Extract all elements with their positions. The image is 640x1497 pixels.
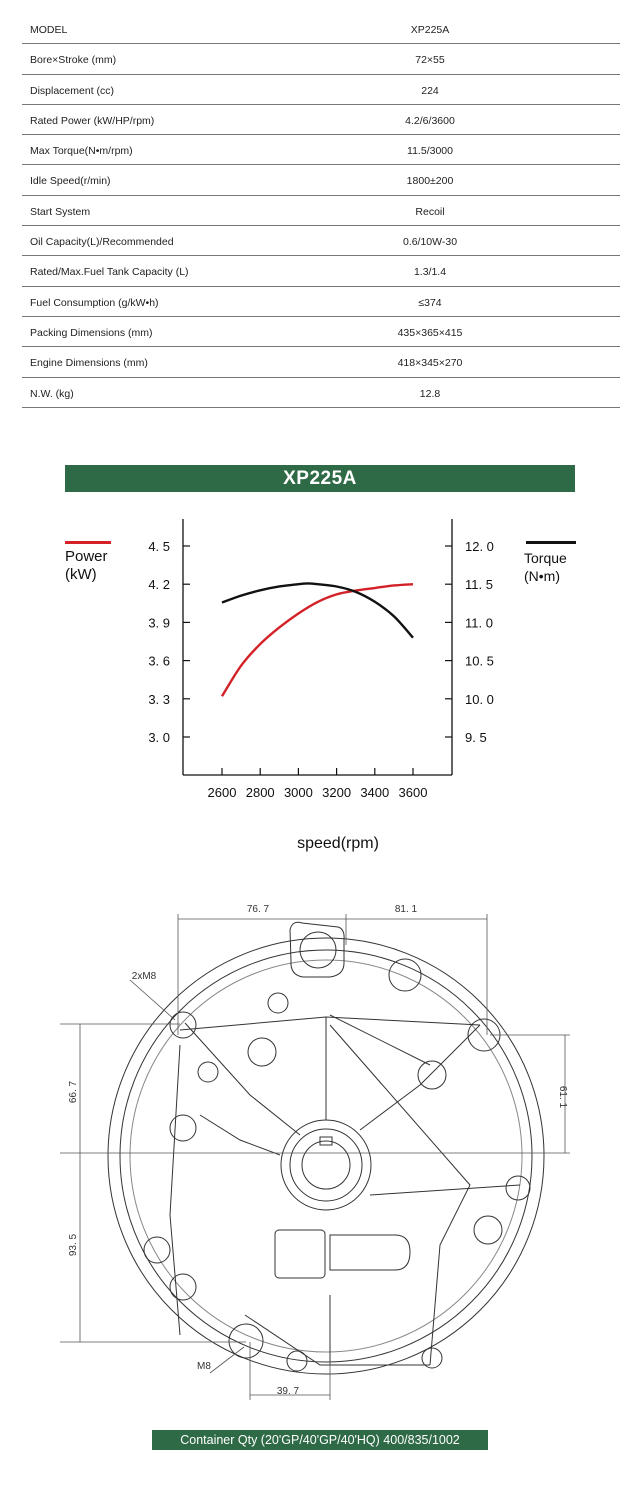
spec-row <box>22 44 620 74</box>
spec-label: Rated Power (kW/HP/rpm) <box>30 114 155 127</box>
rib <box>200 1115 280 1155</box>
boss-circle <box>170 1012 196 1038</box>
power-torque-chart <box>0 505 640 865</box>
spec-label: Bore×Stroke (mm) <box>30 54 117 67</box>
left-tick-label: 3. 9 <box>148 615 170 631</box>
right-tick-label: 9. 5 <box>465 730 487 745</box>
spec-row <box>22 226 620 256</box>
left-tick-label: 3. 6 <box>148 653 170 669</box>
rib <box>360 1025 480 1130</box>
spec-label: Displacement (cc) <box>30 84 115 97</box>
spec-value: XP225A <box>410 24 450 36</box>
spec-row <box>22 75 620 105</box>
torque-series-line <box>222 583 413 637</box>
rib <box>330 1015 430 1065</box>
boss-circle <box>248 1038 276 1066</box>
dim-61-1: 61. 1 <box>557 1085 568 1109</box>
boss-circle <box>170 1115 196 1141</box>
boss-circle <box>170 1274 196 1300</box>
rib <box>180 1017 480 1030</box>
spec-row <box>22 135 620 165</box>
boss-circle <box>229 1324 263 1358</box>
spec-label: Packing Dimensions (mm) <box>30 326 153 339</box>
container-qty: Container Qty (20'GP/40'GP/40'HQ) 400/835/1002 <box>152 1430 488 1450</box>
spec-label: Oil Capacity(L)/Recommended <box>30 236 174 249</box>
x-tick-label: 3200 <box>322 785 352 800</box>
left-tick-label: 3. 0 <box>148 730 170 745</box>
boss-circle <box>422 1348 442 1368</box>
center-boss <box>281 1120 371 1210</box>
x-tick-label: 3400 <box>360 785 390 800</box>
left-tick-label: 4. 5 <box>148 539 170 554</box>
spec-label: Fuel Consumption (g/kW•h) <box>30 296 159 309</box>
spec-value: 11.5/3000 <box>407 145 453 158</box>
x-tick-label: 2800 <box>245 785 275 800</box>
center-bore <box>302 1141 350 1189</box>
x-axis-title: speed(rpm) <box>297 835 379 852</box>
right-tick-label: 11. 5 <box>465 577 493 593</box>
x-tick-label: 3600 <box>398 785 428 800</box>
spec-label: Rated/Max.Fuel Tank Capacity (L) <box>30 266 189 279</box>
torque-legend-label: Torque <box>524 550 567 566</box>
spec-value: 12.8 <box>419 387 441 400</box>
spec-row <box>22 378 620 408</box>
power-legend-label: Power <box>65 548 108 565</box>
spec-label: Start System <box>30 205 91 218</box>
engine-base-drawing <box>0 895 640 1425</box>
spec-value: 1800±200 <box>406 175 454 188</box>
spec-value: 418×345×270 <box>397 357 463 370</box>
rib <box>370 1185 520 1195</box>
spec-row <box>22 14 620 44</box>
dim-39-7: 39. 7 <box>276 1386 300 1397</box>
rib <box>245 1315 430 1365</box>
spec-row <box>22 256 620 286</box>
slot-block <box>275 1230 325 1278</box>
spec-row <box>22 317 620 347</box>
dim-81-1: 81. 1 <box>394 904 418 915</box>
row-divider <box>22 407 252 408</box>
dim-M8: M8 <box>197 1361 211 1372</box>
spec-row <box>22 165 620 195</box>
boss-circle <box>268 993 288 1013</box>
boss-circle <box>198 1062 218 1082</box>
boss-circle <box>418 1061 446 1089</box>
spec-label: Engine Dimensions (mm) <box>30 357 148 370</box>
x-tick-label: 2600 <box>207 785 237 800</box>
torque-legend-unit: (N•m) <box>524 568 560 584</box>
x-tick-label: 3000 <box>283 785 313 800</box>
spec-label: N.W. (kg) <box>30 387 74 400</box>
power-legend-unit: (kW) <box>65 566 97 583</box>
spec-value: 0.6/10W-30 <box>402 236 458 249</box>
dim-76-7: 76. 7 <box>246 904 270 915</box>
right-tick-label: 11. 0 <box>465 615 493 631</box>
spec-label: Max Torque(N•m/rpm) <box>30 145 133 158</box>
spec-value: 72×55 <box>415 54 445 67</box>
spec-value: 224 <box>421 84 439 97</box>
dim-2xM8: 2xM8 <box>131 971 157 982</box>
power-series-line <box>222 584 413 696</box>
boss-circle <box>389 959 421 991</box>
spec-row <box>22 347 620 377</box>
boss-circle <box>144 1237 170 1263</box>
right-tick-label: 10. 5 <box>465 653 494 669</box>
right-tick-label: 10. 0 <box>465 691 494 707</box>
model-banner: XP225A <box>65 465 575 492</box>
spec-value: 4.2/6/3600 <box>405 114 455 127</box>
row-divider <box>240 407 620 408</box>
spec-value: 435×365×415 <box>397 326 463 339</box>
left-tick-label: 4. 2 <box>148 577 170 593</box>
left-tick-label: 3. 3 <box>148 691 170 707</box>
spec-row <box>22 196 620 226</box>
right-tick-label: 12. 0 <box>465 539 494 554</box>
spec-table <box>22 14 620 408</box>
spec-row <box>22 287 620 317</box>
dim-66-7: 66. 7 <box>68 1080 79 1104</box>
spec-label: MODEL <box>30 24 68 36</box>
spec-value: ≤374 <box>418 296 442 309</box>
dim-93-5: 93. 5 <box>68 1233 79 1257</box>
rib <box>330 1025 470 1365</box>
spec-label: Idle Speed(r/min) <box>30 175 111 188</box>
spec-value: Recoil <box>415 205 445 218</box>
slot <box>330 1235 410 1270</box>
boss-circle <box>474 1216 502 1244</box>
center-boss-inner <box>290 1129 362 1201</box>
spec-row <box>22 105 620 135</box>
rib <box>185 1023 300 1135</box>
spec-value: 1.3/1.4 <box>413 266 447 279</box>
